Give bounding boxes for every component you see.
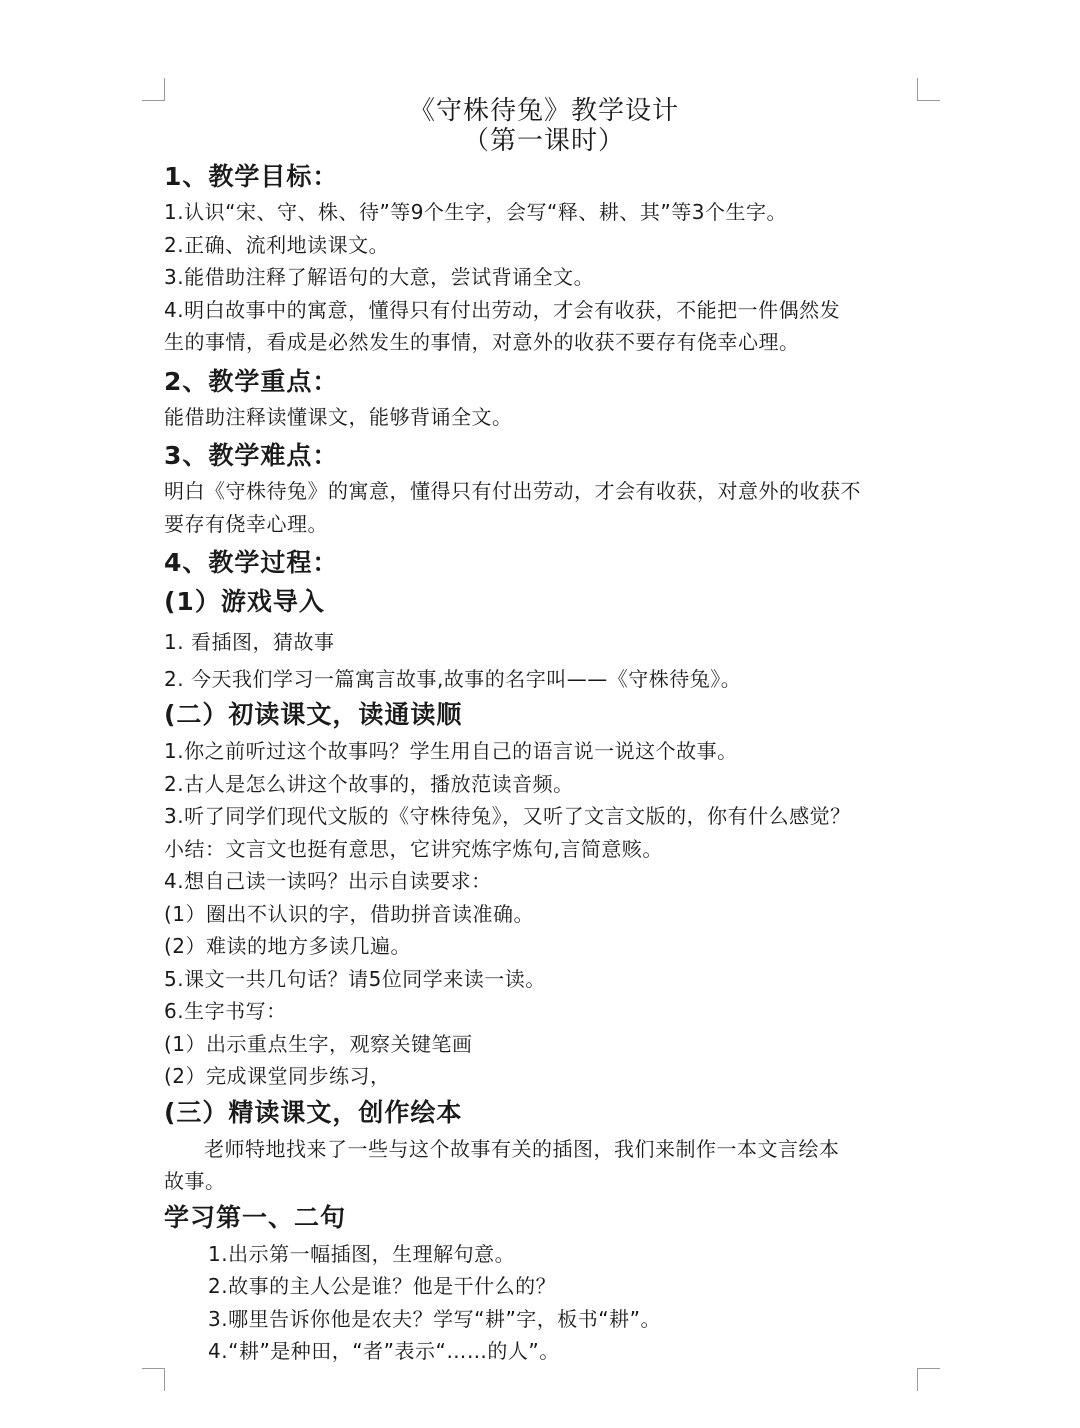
objective-item: 2.正确、流利地读课文。 <box>164 232 390 257</box>
sentence-study-item: 1.出示第一幅插图，生理解句意。 <box>208 1241 516 1266</box>
crop-mark-top-left <box>142 78 165 101</box>
subsection-heading-game-intro: (1）游戏导入 <box>164 587 325 616</box>
document-title: 《守株待兔》教学设计 <box>408 96 679 126</box>
close-reading-intro: 老师特地找来了一些与这个故事有关的插图，我们来制作一本文言绘本 <box>204 1136 840 1161</box>
crop-mark-bottom-right <box>917 1368 940 1391</box>
sentence-study-item: 4.“耕”是种田，“者”表示“……的人”。 <box>208 1339 560 1363</box>
process-subitem: (1）圈出不认识的字，借助拼音读准确。 <box>164 901 535 926</box>
process-item: 2.古人是怎么讲这个故事的，播放范读音频。 <box>164 771 574 796</box>
objective-item-continued: 生的事情，看成是必然发生的事情，对意外的收获不要存有侥幸心理。 <box>164 330 800 354</box>
section-heading-difficulties: 3、教学难点： <box>164 441 339 470</box>
process-subitem: (2）完成课堂同步练习， <box>164 1064 391 1088</box>
document-body <box>164 96 924 1368</box>
process-item: 6.生字书写： <box>164 999 287 1023</box>
process-item: 4.想自己读一读吗？出示自读要求： <box>164 869 492 893</box>
document-subtitle: （第一课时） <box>462 126 625 156</box>
objective-item: 1.认识“宋、守、株、待”等9个生字，会写“释、耕、其”等3个生字。 <box>164 200 787 224</box>
key-point-item: 能借助注释读懂课文，能够背诵全文。 <box>164 404 513 429</box>
section-heading-process: 4、教学过程： <box>164 548 339 577</box>
process-item: 2. 今天我们学习一篇寓言故事,故事的名字叫——《守株待兔》。 <box>164 666 742 691</box>
process-summary: 小结：文言文也挺有意思，它讲究炼字炼句,言简意赅。 <box>164 836 663 861</box>
close-reading-intro-continued: 故事。 <box>164 1169 226 1193</box>
subsection-heading-sentences-1-2: 学习第一、二句 <box>164 1202 347 1232</box>
section-heading-objectives: 1、教学目标： <box>164 162 339 191</box>
subsection-heading-close-reading: (三）精读课文，创作绘本 <box>164 1097 463 1127</box>
process-item: 1. 看插图，猜故事 <box>164 630 335 654</box>
objective-item: 4.明白故事中的寓意，懂得只有付出劳动，才会有收获，不能把一件偶然发 <box>164 297 841 322</box>
crop-mark-bottom-left <box>142 1368 165 1391</box>
sentence-study-item: 2.故事的主人公是谁？他是干什么的？ <box>208 1274 557 1298</box>
objective-item: 3.能借助注释了解语句的大意，尝试背诵全文。 <box>164 265 595 289</box>
process-item: 1.你之前听过这个故事吗？学生用自己的语言说一说这个故事。 <box>164 739 738 763</box>
difficulty-item: 明白《守株待兔》的寓意，懂得只有付出劳动，才会有收获，对意外的收获不 <box>164 479 861 503</box>
difficulty-item-continued: 要存有侥幸心理。 <box>164 511 328 536</box>
sentence-study-item: 3.哪里告诉你他是农夫？学写“耕”字，板书“耕”。 <box>208 1306 662 1331</box>
process-subitem: (1）出示重点生字，观察关键笔画 <box>164 1031 473 1056</box>
process-subitem: (2）难读的地方多读几遍。 <box>164 934 412 958</box>
subsection-heading-first-reading: (二）初读课文，读通读顺 <box>164 700 463 729</box>
process-item: 5.课文一共几句话？请5位同学来读一读。 <box>164 966 546 991</box>
process-item: 3.听了同学们现代文版的《守株待兔》，又听了文言文版的，你有什么感觉？ <box>164 804 851 828</box>
section-heading-key-points: 2、教学重点： <box>164 366 339 396</box>
